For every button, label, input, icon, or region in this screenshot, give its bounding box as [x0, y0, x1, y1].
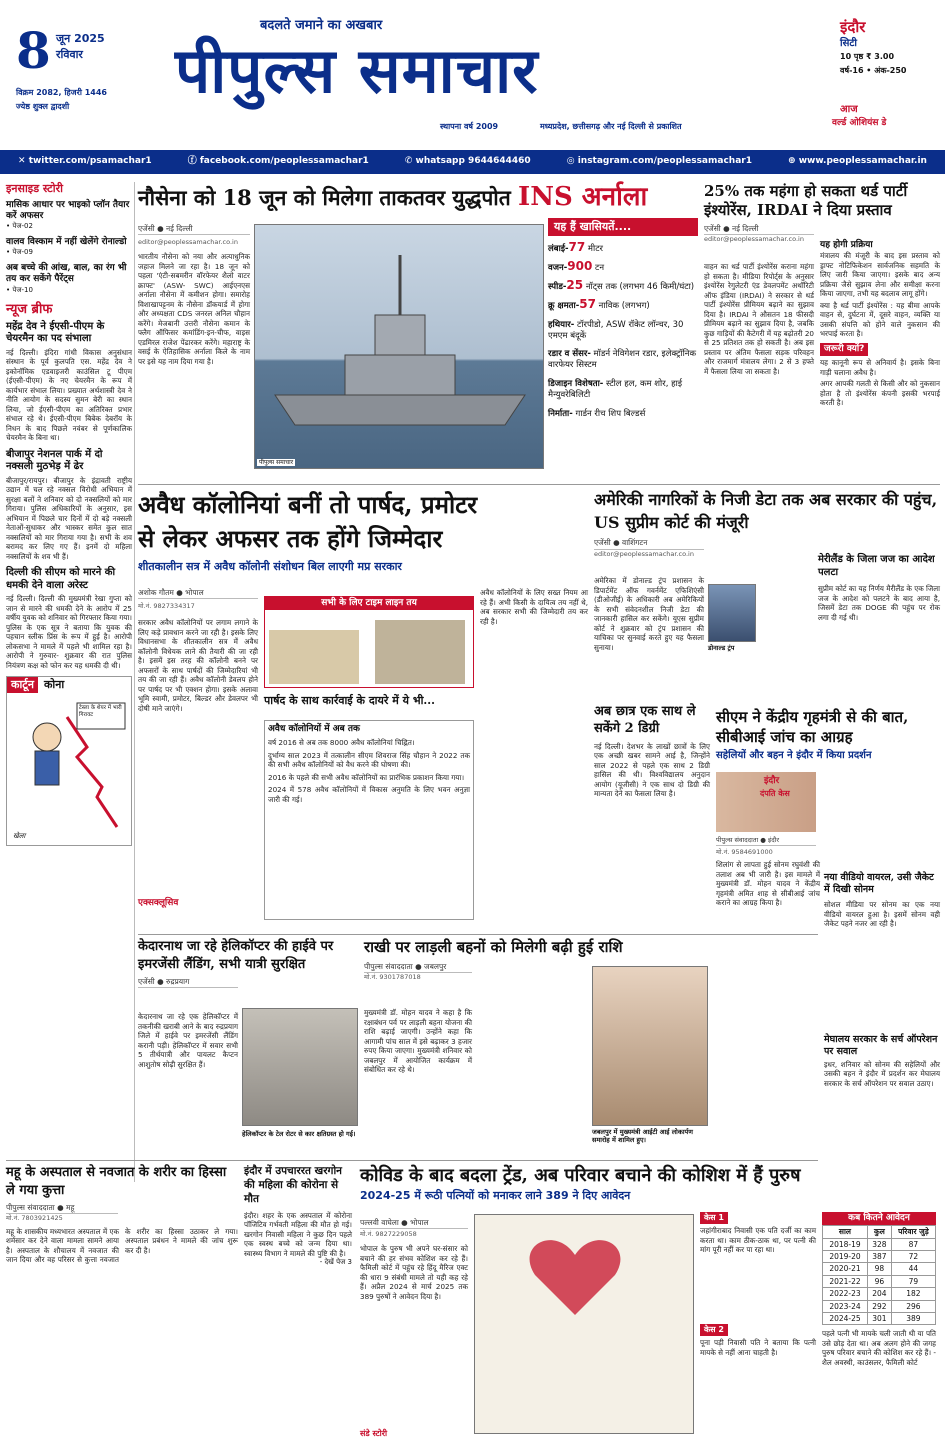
- warship-photo: [254, 224, 544, 469]
- insurance-body: वाहन का थर्ड पार्टी इंश्योरेंस कराना महंगा हो सकता है। मीडिया रिपोर्ट्स के अनुसार इंश्योरेंस रेगुलेटरी एंड डेवलपमेंट अथॉरिटी ऑफ इंडिया (IRDAI) ने सरकार से थर्ड पार्टी इंश्योरेंस प्रीमियम बढ़ाने का सुझाव दिया है। IRDAI ने औसतन 18 फीसदी प्रीमियम बढ़ाने का सुझाव दिया है, जबकि कुछ गाड़ियों की कैटेगरी में यह बढ़ोतरी 20 से 25 प्रतिशत तक हो सकती है। अब इस प्रस्ताव पर अंतिम फैसला सड़क परिवहन और राजमार्ग मंत्रालय लेगा। 2 से 3 हफ्ते में फैसला लिया जा सकता है।: [704, 262, 814, 376]
- trump-photo: [708, 584, 756, 642]
- ladli-body: मुख्यमंत्री डॉ. मोहन यादव ने कहा है कि रक्षाबंधन पर्व पर लाड़ली बहना योजना की राशि बढ़ाई जाएगी। उन्होंने कहा कि आगामी पांच साल में इसे बढ़ाकर 3 हजार रुपए किया जाएगा। मुख्यमंत्री शनिवार को जबलपुर में आयोजित कार्यक्रम में संबोधित कर रहे थे।: [364, 1008, 472, 1074]
- logo-text: पीपुल्स समाचार: [175, 34, 539, 107]
- process-box: [820, 240, 940, 408]
- process-title: यह होगी प्रक्रिया: [820, 240, 873, 250]
- maryland-headline: मेरीलैंड के जिला जज का आदेश पलटा: [818, 554, 935, 578]
- ladli-byline: पीपुल्स संवाददाता ● जबलपुर: [364, 962, 472, 973]
- ship-icon: [255, 225, 545, 470]
- brief-body: नई दिल्ली। इंदिरा गांधी विकास अनुसंधान संस्थान के पूर्व कुलपति एस. महेंद्र देव ने इकोनॉमिक एडवाइजरी काउंसिल टू पीएम (ईएसी-पीएम) के नए चेयरमैन के रूप में कार्यभार संभाल लिया। प्रख्यात अर्थशास्त्री देव ने नीति आयोग के सदस्य सुमन बेरी का स्थान लिया, जो ईएसी-पीएम का अतिरिक्त प्रभार संभाल रहे थे। ईएसी-पीएम बिबेक देबरॉय के निधन के बाद पिछले नवंबर से पूर्णकालिक चेयरमैन के बिना था।: [6, 347, 132, 442]
- degree-body: नई दिल्ली। देशभर के लाखों छात्रों के लिए एक अच्छी खबर सामने आई है, जिन्होंने साल 2022 से पहले एक साथ 2 डिग्री हासिल की थी। विश्वविद्यालय अनुदान आयोग (यूजीसी) ने एक साथ दो डिग्री की मान्यता देने का फैसला लिया है।: [594, 741, 710, 799]
- whatsapp-link[interactable]: ✆ whatsapp 9644644460: [404, 156, 531, 167]
- sonam-mobile: मो.नं. 9584691000: [716, 848, 773, 856]
- khargone-headline: इंदौर में उपचाररत खरगोन की महिला की कोरोना से मौत: [244, 1165, 343, 1206]
- feature-item: डिजाइन विशेषता- स्टील हल, कम शोर, हाई मैन्युवरेबिलिटी: [548, 379, 683, 400]
- trump-caption: डोनाल्ड ट्रंप: [708, 644, 735, 652]
- case-1-label: केस 1: [700, 1212, 728, 1224]
- case-1: [700, 1212, 816, 1255]
- pages-price: 10 पृष्ठ ₹ 3.00: [840, 52, 895, 61]
- covid-mobile: मो.नं. 9827229058: [360, 1230, 417, 1238]
- illegal-headline-1: अवैध कॉलोनियां बनीं तो पार्षद, प्रमोटर: [138, 490, 478, 519]
- degree-story: [594, 704, 710, 934]
- family-illustration: [474, 1214, 694, 1434]
- rule-3: 2016 के पहले की सभी अवैध कॉलोनियों का प्रारंभिक प्रकाशन किया गया।: [268, 772, 465, 782]
- stats-table: [822, 1225, 936, 1325]
- us-email: editor@peoplessamachar.co.in: [594, 549, 694, 558]
- city-name: इंदौर: [840, 18, 866, 36]
- navy-byline: एजेंसी ● नई दिल्ली: [138, 224, 250, 235]
- facebook-icon: ⓕ: [187, 156, 200, 167]
- sonam-byline: पीपुल्स संवाददाता ● इंदौर: [716, 836, 816, 846]
- khargone-story: [244, 1164, 352, 1440]
- table-row: 2019-20 387 72: [823, 1251, 936, 1263]
- table-row: 2022-23 204 182: [823, 1288, 936, 1300]
- kedarnath-story: [138, 938, 358, 1160]
- table-title: कब कितने आवेदन: [822, 1212, 936, 1225]
- cartoon-title: कार्टून: [7, 677, 38, 693]
- twitter-icon: ✕: [18, 156, 29, 167]
- cm-photo-caption: जबलपुर में मुख्यमंत्री आईटी आई लोकार्पण समारोह में शामिल हुए।: [592, 1128, 693, 1145]
- tithi: ज्येष्ठ शुक्ल द्वादशी: [16, 102, 70, 111]
- feature-item: लंबाई-77 मीटर: [548, 239, 603, 254]
- facebook-link[interactable]: ⓕ facebook.com/peoplessamachar1: [187, 156, 369, 167]
- why-item-1: यह कानूनी रूप से अनिवार्य है। इसके बिना गाड़ी चलाना अवैध है।: [820, 358, 940, 377]
- timeline-box: [264, 596, 474, 688]
- table-row: 2023-24 292 296: [823, 1300, 936, 1312]
- ladli-mobile: मो.नं. 9301787018: [364, 972, 421, 981]
- heart-icon: [475, 1215, 695, 1435]
- case-2-text: पूना पड़ी निवासी पति ने बताया कि पत्नी मायके से नहीं आना चाहती है।: [700, 1338, 816, 1357]
- city-box: [812, 18, 937, 128]
- sonam-city-label: इंदौर: [764, 776, 780, 786]
- cartoon-corner: कोना: [43, 678, 65, 691]
- illegal-body: सरकार अवैध कॉलोनियों पर लगाम लगाने के लिए कड़े प्रावधान करने जा रही है। इसके लिए विधानसभा के शीतकालीन सत्र में अवैध कॉलोनी विधेयक लाने की तैयारी की जा रही है। इसमें इस तरह की कॉलोनी बनने पर अफसरों के साथ पार्षदों की जिम्मेदारियां भी तय की जा रही हैं। अवैध कॉलोनी डेवलप होने पर पार्षद पर भी एक्शन होगा। इसके अलावा भूमि स्वामी, प्रमोटर, बिल्डर और डेवलपर भी दोषी माने जाएंगे।: [138, 618, 258, 713]
- sonam-subhead: सहेलियों और बहन ने इंदौर में किया प्रदर्शन: [716, 750, 872, 761]
- illegal-mobile: मो.नं. 9827334317: [138, 602, 195, 610]
- ladli-headline: राखी पर लाड़ली बहनों को मिलेगी बढ़ी हुई राशि: [364, 938, 623, 956]
- maryland-body: सुप्रीम कोर्ट का यह निर्णय मैरीलैंड के एक जिला जज के आदेश को पलटने के बाद आया है, जिसमें डेटा तक DOGE की पहुंच पर रोक लगा दी गई थी।: [818, 584, 940, 622]
- masthead: [0, 0, 945, 150]
- covid-subhead: 2024-25 में रूठी पत्नियों को मनाकर लाने 389 ने दिए आवेदन: [360, 1189, 631, 1203]
- th-total: कुल: [867, 1226, 891, 1238]
- inside-item-2[interactable]: वालव विस्काम में नहीं खेलेंगे रोनाल्डो • पेज-09: [6, 237, 127, 257]
- kedarnath-headline: केदारनाथ जा रहे हेलिकॉप्टर की हाईवे पर इमरजेंसी लैंडिंग, सभी यात्री सुरक्षित: [138, 939, 334, 972]
- date-month: जून 2025: [56, 32, 105, 45]
- instagram-icon: ◎: [566, 156, 578, 167]
- covid-story: [360, 1164, 940, 1440]
- insurance-story: [704, 182, 940, 482]
- us-data-story: [594, 488, 940, 698]
- illegal-byline: अशोक गौतम ● भोपाल: [138, 588, 258, 599]
- social-bar: [0, 150, 945, 174]
- table-row: 2021-22 96 79: [823, 1275, 936, 1287]
- inside-item-1[interactable]: मासिक आधार पर भाइको प्लॉन तैयार करें अफसर • पेज-02: [6, 199, 130, 231]
- covid-body: भोपाल के पुरुष भी अपने घर-संसार को बचाने की हर संभव कोशिश कर रहे हैं। फैमिली कोर्ट में पहुंच रहे हिंदू मैरिज एक्ट की धारा 9 संबंधी मामले तो यही कह रहे हैं। अप्रैल 2024 से मार्च 2025 तक 389 पुरुषों ने आवेदन दिया है।: [360, 1244, 468, 1301]
- cartoon-signature: खेला: [13, 832, 26, 841]
- covid-quote: पहले पत्नी भी मायके चली जाती थी या पति उसे छोड़ देता था। अब अलग होने की जगह पुरुष परिवार बचाने की कोशिश कर रहे हैं। - शैल अवस्थी, काउंसलर, फैमिली कोर्ट: [822, 1329, 936, 1367]
- table-row: 2020-21 98 44: [823, 1263, 936, 1275]
- rules-box: [264, 720, 474, 920]
- kedarnath-body: केदारनाथ जा रहे एक हेलिकॉप्टर में तकनीकी खराबी आने के बाद रुद्रप्रयाग जिले में हाईवे पर इमरजेंसी लैंडिंग करानी पड़ी। हेलिकॉप्टर में सवार सभी 5 तीर्थयात्री और पायलट कैप्टन आशुतोष सोढ़ी सुरक्षित हैं।: [138, 1012, 238, 1069]
- table-row: 2018-19 328 87: [823, 1238, 936, 1250]
- covid-headline: कोविड के बाद बदला ट्रेंड, अब परिवार बचाने की कोशिश में हैं पुरुष: [360, 1165, 801, 1186]
- navy-body: भारतीय नौसेना को नया और अत्याधुनिक जहाज मिलने जा रहा है। 18 जून को पहला 'एंटी-सबमरीन वॉरफेयर शैलो वाटर क्राफ्ट' (ASW- SWC) आईएनएस अर्नाला नौसेना में कमीशन होगा। समारोह विशाखापट्टनम के नौसेना डॉकयार्ड में होगा और अध्यक्षता CDS जनरल अनिल चौहान करेंगे। मेजबानी उत्तरी नौसेना कमान के फ्लैग ऑफिसर कमांडिंग-इन-चीफ, वाइस एडमिरल राजेश पेंढारकर करेंगे। महाराष्ट्र के वसई के ऐतिहासिक अर्नाला किले के नाम पर इसे यह नाम दिया गया है।: [138, 252, 250, 366]
- insurance-email: editor@peoplessamachar.co.in: [704, 234, 804, 243]
- rules-title: अवैध कॉलोनियों में अब तक: [268, 724, 360, 734]
- year-issue: वर्ष-16 • अंक-250: [840, 66, 907, 75]
- edition: सिटी: [840, 38, 857, 49]
- meghalaya-story: [824, 944, 940, 1174]
- us-headline: अमेरिकी नागरिकों के निजी डेटा तक अब सरकार की पहुंच, US सुप्रीम कोर्ट की मंजूरी: [594, 490, 938, 533]
- cm-photo: [592, 966, 708, 1126]
- feature-item: हथियार- टॉरपीडो, ASW रॉकेट लॉन्चर, 30 एमएम बंदूकें: [548, 319, 684, 341]
- degree-headline: अब छात्र एक साथ ले सकेंगे 2 डिग्री: [594, 704, 696, 736]
- h-rule-2: [138, 934, 818, 935]
- feature-item: क्रू क्षमता-57 नाविक (लगभग): [548, 296, 650, 311]
- construction-illustration: [265, 610, 473, 688]
- sonam-story: [716, 708, 940, 940]
- delhi-cm-body: नई दिल्ली। दिल्ली की मुख्यमंत्री रेखा गुप्ता को जान से मारने की धमकी देने के आरोप में 25 वर्षीय युवक को शनिवार को गिरफ्तार किया गया। पुलिस के एक सूत्र ने बताया कि युवक की पहचान स्लीक प्रिंस के रूप में हुई है। आरोपी लोकसभा ने मामले में पहले भी शामिल रहा है। आरोपी ने गुरुवार- शुक्रवार की रात पुलिस नियंत्रण कक्ष को फोन कर यह धमकी दी थी।: [6, 594, 132, 670]
- navy-email: editor@peoplessamachar.co.in: [138, 238, 238, 246]
- ladli-story: [364, 938, 708, 1160]
- illegal-headline-2: से लेकर अफसर तक होंगे जिम्मेदार: [138, 524, 443, 553]
- illegal-colony-story: [138, 488, 588, 928]
- sonam-body: शिलांग से लापता हुई सोनम रघुवंशी की तलाश अब भी जारी है। इस मामले में मुख्यमंत्री डॉ. मोहन यादव ने केंद्रीय गृहमंत्री अमित शाह से सीबीआई जांच कराने का आग्रह किया है।: [716, 860, 820, 907]
- table-row: 2024-25 301 389: [823, 1312, 936, 1324]
- us-body: अमेरिका में डोनाल्ड ट्रंप प्रशासन के डिपार्टमेंट ऑफ गवर्नमेंट एफिशिएंसी (डीओजीई) के अधिकारी अब अमेरिकियों के सभी संवेदनशील निजी डेटा की जानकारी हासिल कर सकेंगे। यूएस सुप्रीम कोर्ट ने शुक्रवार को ट्रंप प्रशासन की याचिका पर सुनवाई करते हुए यह फैसला सुनाया।: [594, 576, 704, 652]
- delhi-cm-headline: दिल्ली की सीएम को मारने की धमकी देने वाला अरेस्ट: [6, 567, 116, 591]
- samvat: विक्रम 2082, हिजरी 1446: [16, 88, 107, 97]
- th-rejoined: परिवार जुड़े: [891, 1226, 935, 1238]
- brief-headline: महेंद्र देव ने ईएसी-पीएम के चेयरमैन का पद संभाला: [6, 320, 105, 344]
- mhow-story: [6, 1164, 238, 1440]
- cartoon-caption: टेस्ला के शेयर में भारी गिरावट: [79, 705, 122, 718]
- bijapur-body: बीजापुर/रायपुर। बीजापुर के इंद्रावती राष्ट्रीय उद्यान में चल रहे नक्सल विरोधी अभियान में सुरक्षा बलों ने शनिवार को दो नक्सलियों को मार गिराया। पुलिस अधिकारियों के अनुसार, इस अभियान में पिछले चार दिनों में दो बड़े नक्सली नेताओं-सुधाकर और भास्कर समेत कुल सात नक्सलियों को मार गिराया गया है। सभी के शव बरामद कर लिए गए हैं। इनमें दो महिला नक्सलियों के शव भी हैं।: [6, 475, 132, 561]
- navy-headline-accent: INS अर्नाला: [518, 182, 648, 212]
- sunday-story-tag: संडे स्टोरी: [360, 1428, 388, 1438]
- rule-2: दुर्भाग्य साल 2023 में तत्कालीन सीएम शिवराज सिंह चौहान ने 2022 तक की सभी अवैध कॉलोनियों को वैध करने की घोषणा की।: [268, 750, 470, 770]
- today-text: वर्ल्ड ओशियंस डे: [832, 118, 887, 128]
- exclusive-tag: एक्सक्लूसिव: [138, 898, 179, 908]
- tagline: बदलते जमाने का अखबार: [260, 18, 383, 33]
- news-brief-title: न्यूज ब्रीफ: [6, 302, 53, 318]
- inside-story-title: इनसाइड स्टोरी: [6, 182, 63, 195]
- whatsapp-icon: ✆: [404, 156, 416, 167]
- cartoon-box: [6, 676, 132, 846]
- today-label: आज: [840, 104, 858, 115]
- kedarnath-byline: एजेंसी ● रुद्रप्रयाग: [138, 977, 238, 988]
- process-body: मंत्रालय की मंजूरी के बाद इस प्रस्ताव को ड्राफ्ट नोटिफिकेशन सार्वजनिक सहमति के लिए जारी किया जाएगा। इसके बाद अन्य प्रक्रिया जैसे सुझाव लेना और समीक्षा करना किया जाएगा, तभी यह बदलाव लागू होंगे।: [820, 251, 940, 299]
- sonam-headline: सीएम ने केंद्रीय गृहमंत्री से की बात, सीबीआई जांच का आग्रह: [716, 708, 909, 746]
- mhow-body: महू के शासकीय मध्यभारत अस्पताल में एक शर्मसार कर देने वाला मामला सामने आया है। अस्पताल के शौचालय में नवजात की जान दिया और वह परिसर से कुत्ता नवजात के शरीर का हिस्सा उठाकर ले गया। अस्पताल प्रबंधन ने मामले की जांच शुरू कर दी है।: [6, 1226, 238, 1265]
- case-2: [700, 1324, 816, 1357]
- inside-item-3[interactable]: अब बच्चे की आंख, बाल, का रंग भी तय कर सकेंगे पैरेंट्स • पेज-10: [6, 263, 127, 294]
- cartoon-drawing: [7, 697, 131, 843]
- date-box: [8, 14, 128, 134]
- covid-byline: पल्लवी वाघेला ● भोपाल: [360, 1218, 468, 1229]
- khargone-ref[interactable]: - देखें पेज 3: [319, 1258, 352, 1267]
- newspaper-logo: [175, 34, 775, 108]
- h-rule-1: [138, 484, 940, 485]
- sonam-case-label: दंपति केस: [760, 788, 790, 798]
- th-year: साल: [823, 1226, 868, 1238]
- published-from: मध्यप्रदेश, छत्तीसगढ़ और नई दिल्ली से प्रकाशित: [540, 122, 682, 131]
- web-link[interactable]: ⊕ www.peoplessamachar.in: [788, 156, 927, 167]
- features-box: [548, 218, 698, 480]
- features-title: यह हैं खासियतें....: [548, 218, 698, 236]
- councilor-title: पार्षद के साथ कार्रवाई के दायरे में ये भी...: [264, 694, 435, 707]
- insurance-headline: 25% तक महंगा हो सकता थर्ड पार्टी इंश्योरेंस, IRDAI ने दिया प्रस्ताव: [704, 182, 908, 219]
- mhow-headline: महू के अस्पताल से नवजात के शरीर का हिस्सा ले गया कुत्ता: [6, 1165, 227, 1198]
- date-day: 8: [16, 21, 51, 80]
- case-1-text: जहांगीराबाद निवासी एक पति दर्जी का काम करता था। काम ठीक-ठाक था, पर पत्नी की मांग पूरी नहीं कर पा रहा था।: [700, 1226, 816, 1254]
- illegal-quote: अवैध कॉलोनियों के लिए सख्त नियम आ रहे हैं। अभी किसी के दायित्व तय नहीं थे, अब सरकार सभी की जिम्मेदारी तय कर रही है।: [480, 588, 588, 626]
- helicopter-photo: [242, 1008, 358, 1126]
- mhow-byline: पीपुल्स संवाददाता ● महू: [6, 1203, 118, 1214]
- navy-headline: नौसेना को 18 जून को मिलेगा ताकतवर युद्धपोत INS अर्नाला: [138, 182, 648, 212]
- applications-table: [822, 1212, 936, 1367]
- left-column: [6, 182, 132, 1182]
- instagram-link[interactable]: ◎ instagram.com/peoplessamachar1: [566, 156, 752, 167]
- sonam-side-body-1: सोशल मीडिया पर सोनम का एक नया वीडियो वायरल हुआ है। इसमें सोनम वही जैकेट पहने नजर आ रही है।: [824, 900, 940, 928]
- feature-item: स्पीड-25 नॉट्स तक (लगभग 46 किमी/घंटा): [548, 277, 695, 292]
- feature-item: निर्माता- गार्डन रीच शिप बिल्डर्स: [548, 408, 646, 419]
- bijapur-headline: बीजापुर नेशनल पार्क में दो नक्सली मुठभेड़ में ढेर: [6, 448, 103, 472]
- mhow-mobile: मो.नं. 7803921425: [6, 1214, 63, 1223]
- h-rule-3: [6, 1160, 818, 1161]
- sonam-side-body-2: इधर, शनिवार को सोनम की सहेलियों और उसकी बहन ने इंदौर में प्रदर्शन कर मेघालय सरकार के सर्च ऑपरेशन पर सवाल उठाए।: [824, 1059, 940, 1088]
- why-item-2: अगर आपकी गलती से किसी और को नुकसान होता है तो इंश्योरेंस कंपनी इसकी भरपाई करती है।: [820, 379, 940, 407]
- established: स्थापना वर्ष 2009: [440, 122, 499, 131]
- case-2-label: केस 2: [700, 1324, 728, 1336]
- twitter-link[interactable]: ✕ twitter.com/psamachar1: [18, 156, 152, 167]
- timeline-title: सभी के लिए टाइम लाइन तय: [265, 597, 473, 610]
- helicopter-caption: हेलिकॉप्टर के टेल रोटर से कार क्षतिग्रस्त हो गई।: [242, 1130, 356, 1138]
- photo-credit: पीपुल्स समाचार: [259, 458, 294, 466]
- feature-item: रडार व सेंसर- मॉडर्न नेविगेशन रडार, इलेक्ट्रॉनिक वारफेयर सिस्टम: [548, 349, 697, 371]
- sonam-side-headline-1: नया वीडियो वायरल, उसी जैकेट में दिखी सोनम: [824, 872, 934, 895]
- insurance-byline: एजेंसी ● नई दिल्ली: [704, 224, 814, 235]
- third-party-note: क्या है थर्ड पार्टी इंश्योरेंस : यह बीमा आपके वाहन से, दुर्घटना में, दूसरे वाहन, व्यक्ति या उसकी संपत्ति को होने वाले नुकसान की भरपाई करता है।: [820, 300, 940, 339]
- illegal-subhead: शीतकालीन सत्र में अवैध कॉलोनी संशोधन बिल लाएगी मप्र सरकार: [138, 560, 402, 573]
- features-list: [548, 240, 698, 420]
- us-byline: एजेंसी ● वाशिंगटन: [594, 538, 704, 549]
- rule-1: वर्ष 2016 से अब तक 8000 अवैध कॉलोनियां चिह्नित।: [268, 738, 415, 748]
- sonam-photos: [716, 772, 816, 832]
- sonam-side-headline-2: मेघालय सरकार के सर्च ऑपरेशन पर सवाल: [824, 1034, 938, 1057]
- khargone-body: इंदौर। शहर के एक अस्पताल में कोरोना पॉजिटिव गर्भवती महिला की मौत हो गई। खरगोन निवासी महिला ने कुछ दिन पहले एक स्वस्थ बच्चे को जन्म दिया था। स्वास्थ्य विभाग ने मामले की पुष्टि की है।: [244, 1210, 352, 1258]
- feature-item: वजन-900 टन: [548, 258, 605, 273]
- rule-4: 2024 में 578 अवैध कॉलोनियों में विकास अनुमति के लिए भवन अनुज्ञा जारी की गई।: [268, 785, 470, 804]
- globe-icon: ⊕: [788, 156, 799, 167]
- col-divider: [134, 182, 135, 1182]
- weekday: रविवार: [56, 48, 83, 61]
- why-title: जरूरी क्यों?: [820, 343, 868, 356]
- navy-story: [138, 182, 698, 482]
